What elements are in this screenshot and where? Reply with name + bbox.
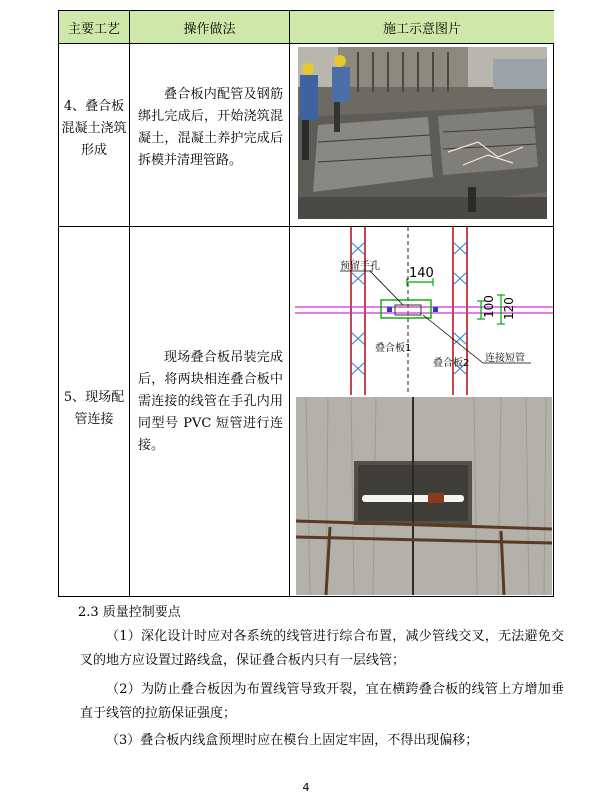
dim-100-label: 100 — [482, 295, 496, 318]
header-method: 操作做法 — [130, 11, 289, 43]
row-divider — [59, 43, 553, 44]
connection-diagram-art — [295, 227, 553, 395]
site-connection-photo-art — [296, 397, 552, 595]
precast-pouring-photo-art — [298, 47, 547, 219]
header-image: 施工示意图片 — [290, 11, 554, 43]
connection-diagram — [295, 227, 553, 395]
slab1-label: 叠合板1 — [375, 343, 412, 354]
slab2-label: 叠合板2 — [433, 358, 470, 369]
row2-process: 5、现场配管连接 — [63, 390, 125, 427]
dim-120-label: 120 — [502, 297, 516, 320]
short-pipe-label: 连接短管 — [485, 353, 525, 364]
quality-item-2: （2）为防止叠合板因为布置线管导致开裂，宜在横跨叠合板的线管上方增加垂直于线管的拉筋保证强度； — [80, 682, 564, 721]
site-connection-photo — [296, 397, 552, 595]
quality-item-1: （1）深化设计时应对各系统的线管进行综合布置，减少管线交叉，无法避免交叉的地方应设置过路线盒，保证叠合板内只有一层线管； — [80, 629, 564, 668]
row2-method: 现场叠合板吊装完成后，将两块相连叠合板中需连接的线管在手孔内用同型号 PVC 短管进行连接。 — [138, 350, 283, 453]
section-title: 2.3 质量控制要点 — [78, 605, 181, 620]
quality-item-3: （3）叠合板内线盒预埋时应在模台上固定牢固，不得出现偏移； — [106, 733, 479, 748]
col-divider — [289, 11, 290, 596]
row1-method: 叠合板内配管及钢筋绑扎完成后，开始浇筑混凝土，混凝土养护完成后拆模并清理管路。 — [138, 87, 283, 168]
dim-140-label: 140 — [409, 266, 434, 281]
page-number: 4 — [302, 781, 310, 794]
header-process: 主要工艺 — [59, 11, 129, 43]
precast-pouring-photo — [298, 47, 547, 219]
row1-process: 4、叠合板混凝土浇筑形成 — [61, 99, 127, 158]
col-divider — [129, 11, 130, 596]
process-table — [58, 10, 554, 597]
hand-hole-label: 预留手孔 — [340, 261, 380, 272]
